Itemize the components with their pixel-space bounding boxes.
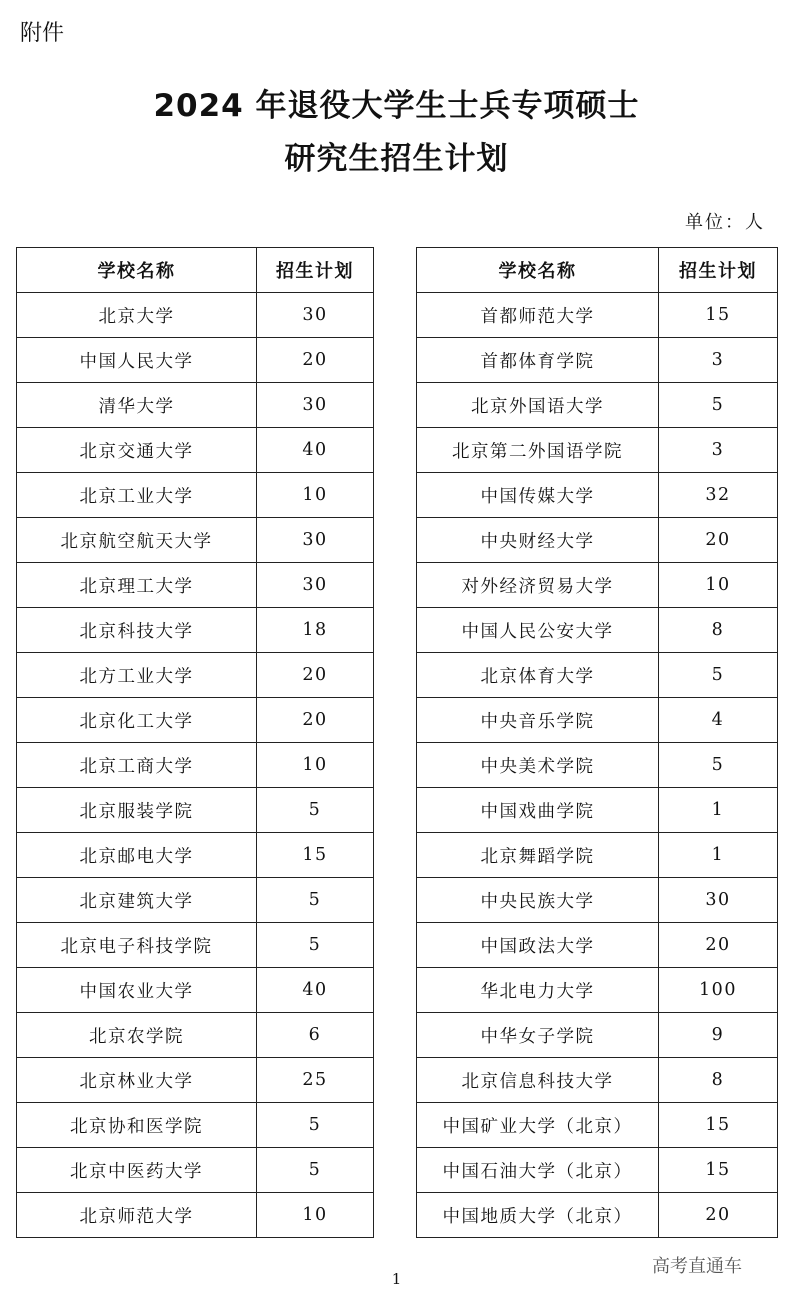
plan-count-cell: 20 <box>659 518 778 563</box>
school-name-cell: 中国传媒大学 <box>417 473 659 518</box>
plan-count-cell: 20 <box>257 698 374 743</box>
table-row <box>417 878 778 923</box>
school-name-cell: 中央音乐学院 <box>417 698 659 743</box>
table-row <box>17 788 374 833</box>
school-name-cell: 中央财经大学 <box>417 518 659 563</box>
school-name-cell: 中国人民公安大学 <box>417 608 659 653</box>
school-name-cell: 中国矿业大学（北京） <box>417 1103 659 1148</box>
plan-count-cell: 20 <box>257 653 374 698</box>
plan-count-cell: 3 <box>659 338 778 383</box>
plan-count-cell: 5 <box>257 1103 374 1148</box>
plan-count-cell: 1 <box>659 788 778 833</box>
plan-count-cell: 30 <box>257 293 374 338</box>
table-row <box>17 878 374 923</box>
plan-count-cell: 20 <box>659 1193 778 1238</box>
school-name-cell: 首都体育学院 <box>417 338 659 383</box>
school-name-cell: 首都师范大学 <box>417 293 659 338</box>
table-row <box>17 563 374 608</box>
plan-count-cell: 6 <box>257 1013 374 1058</box>
table-row <box>17 923 374 968</box>
school-name-cell: 北京外国语大学 <box>417 383 659 428</box>
table-row <box>17 518 374 563</box>
plan-count-cell: 5 <box>257 1148 374 1193</box>
plan-count-cell: 20 <box>257 338 374 383</box>
table-header-row <box>417 248 778 293</box>
school-name-cell: 北京林业大学 <box>17 1058 257 1103</box>
school-name-cell: 中国人民大学 <box>17 338 257 383</box>
plan-count-cell: 32 <box>659 473 778 518</box>
plan-count-cell: 30 <box>659 878 778 923</box>
school-name-cell: 北京农学院 <box>17 1013 257 1058</box>
table-row <box>417 743 778 788</box>
plan-count-cell: 1 <box>659 833 778 878</box>
school-name-cell: 北京航空航天大学 <box>17 518 257 563</box>
table-row <box>417 698 778 743</box>
school-name-cell: 北京建筑大学 <box>17 878 257 923</box>
table-row <box>17 293 374 338</box>
table-row <box>17 428 374 473</box>
plan-count-cell: 5 <box>257 923 374 968</box>
plan-count-cell: 20 <box>659 923 778 968</box>
school-name-cell: 北京工业大学 <box>17 473 257 518</box>
unit-label: 单位：人 <box>685 212 765 233</box>
school-name-cell: 北京大学 <box>17 293 257 338</box>
plan-count-cell: 30 <box>257 383 374 428</box>
table-header-row <box>17 248 374 293</box>
table-row <box>417 653 778 698</box>
header-school: 学校名称 <box>17 248 257 293</box>
table-row <box>17 743 374 788</box>
plan-count-cell: 5 <box>659 653 778 698</box>
table-row <box>17 1148 374 1193</box>
plan-count-cell: 8 <box>659 608 778 653</box>
school-name-cell: 北京电子科技学院 <box>17 923 257 968</box>
plan-count-cell: 25 <box>257 1058 374 1103</box>
school-name-cell: 华北电力大学 <box>417 968 659 1013</box>
plan-count-cell: 40 <box>257 968 374 1013</box>
table-row <box>17 833 374 878</box>
school-name-cell: 北京邮电大学 <box>17 833 257 878</box>
table-row <box>17 1193 374 1238</box>
table-row <box>17 608 374 653</box>
table-row <box>417 1013 778 1058</box>
table-row <box>417 428 778 473</box>
plan-count-cell: 5 <box>659 743 778 788</box>
title-line-2: 研究生招生计划 <box>284 141 509 177</box>
table-row <box>417 1193 778 1238</box>
school-name-cell: 北方工业大学 <box>17 653 257 698</box>
plan-count-cell: 4 <box>659 698 778 743</box>
school-name-cell: 北京中医药大学 <box>17 1148 257 1193</box>
watermark-text: 高考直通车 <box>652 1256 742 1277</box>
school-name-cell: 中央民族大学 <box>417 878 659 923</box>
school-name-cell: 北京舞蹈学院 <box>417 833 659 878</box>
table-row <box>417 383 778 428</box>
table-row <box>417 923 778 968</box>
table-row <box>17 1103 374 1148</box>
plan-count-cell: 100 <box>659 968 778 1013</box>
table-row <box>417 608 778 653</box>
school-name-cell: 北京体育大学 <box>417 653 659 698</box>
school-name-cell: 中国地质大学（北京） <box>417 1193 659 1238</box>
table-row <box>17 338 374 383</box>
school-name-cell: 中国石油大学（北京） <box>417 1148 659 1193</box>
plan-count-cell: 15 <box>257 833 374 878</box>
page-number: 1 <box>391 1270 402 1288</box>
table-row <box>417 1103 778 1148</box>
school-name-cell: 对外经济贸易大学 <box>417 563 659 608</box>
attachment-label: 附件 <box>20 21 65 46</box>
plan-count-cell: 30 <box>257 563 374 608</box>
school-name-cell: 北京服装学院 <box>17 788 257 833</box>
school-name-cell: 北京化工大学 <box>17 698 257 743</box>
plan-count-cell: 40 <box>257 428 374 473</box>
plan-count-cell: 30 <box>257 518 374 563</box>
table-row <box>417 1058 778 1103</box>
plan-count-cell: 10 <box>659 563 778 608</box>
school-name-cell: 中国政法大学 <box>417 923 659 968</box>
school-name-cell: 中央美术学院 <box>417 743 659 788</box>
plan-table-left <box>16 247 374 1238</box>
school-name-cell: 北京信息科技大学 <box>417 1058 659 1103</box>
header-plan: 招生计划 <box>257 248 374 293</box>
table-row <box>417 1148 778 1193</box>
school-name-cell: 北京理工大学 <box>17 563 257 608</box>
plan-count-cell: 18 <box>257 608 374 653</box>
plan-count-cell: 5 <box>257 878 374 923</box>
table-row <box>417 968 778 1013</box>
plan-table-right <box>416 247 778 1238</box>
school-name-cell: 北京第二外国语学院 <box>417 428 659 473</box>
school-name-cell: 北京科技大学 <box>17 608 257 653</box>
plan-count-cell: 3 <box>659 428 778 473</box>
plan-count-cell: 15 <box>659 1148 778 1193</box>
table-row <box>17 968 374 1013</box>
table-row <box>417 473 778 518</box>
plan-count-cell: 5 <box>659 383 778 428</box>
school-name-cell: 中华女子学院 <box>417 1013 659 1058</box>
table-row <box>417 833 778 878</box>
table-row <box>417 788 778 833</box>
school-name-cell: 清华大学 <box>17 383 257 428</box>
table-row <box>17 473 374 518</box>
table-row <box>17 1013 374 1058</box>
plan-count-cell: 8 <box>659 1058 778 1103</box>
school-name-cell: 北京协和医学院 <box>17 1103 257 1148</box>
title-line-1: 2024 年退役大学生士兵专项硕士 <box>153 88 640 124</box>
school-name-cell: 北京工商大学 <box>17 743 257 788</box>
school-name-cell: 中国戏曲学院 <box>417 788 659 833</box>
table-row <box>417 518 778 563</box>
school-name-cell: 北京师范大学 <box>17 1193 257 1238</box>
plan-count-cell: 15 <box>659 293 778 338</box>
table-row <box>17 383 374 428</box>
table-row <box>417 338 778 383</box>
header-school: 学校名称 <box>417 248 659 293</box>
table-row <box>17 698 374 743</box>
plan-count-cell: 10 <box>257 1193 374 1238</box>
header-plan: 招生计划 <box>659 248 778 293</box>
plan-count-cell: 10 <box>257 473 374 518</box>
plan-count-cell: 9 <box>659 1013 778 1058</box>
plan-count-cell: 10 <box>257 743 374 788</box>
table-row <box>17 1058 374 1103</box>
table-row <box>417 293 778 338</box>
plan-count-cell: 5 <box>257 788 374 833</box>
school-name-cell: 中国农业大学 <box>17 968 257 1013</box>
plan-count-cell: 15 <box>659 1103 778 1148</box>
table-row <box>17 653 374 698</box>
table-row <box>417 563 778 608</box>
school-name-cell: 北京交通大学 <box>17 428 257 473</box>
